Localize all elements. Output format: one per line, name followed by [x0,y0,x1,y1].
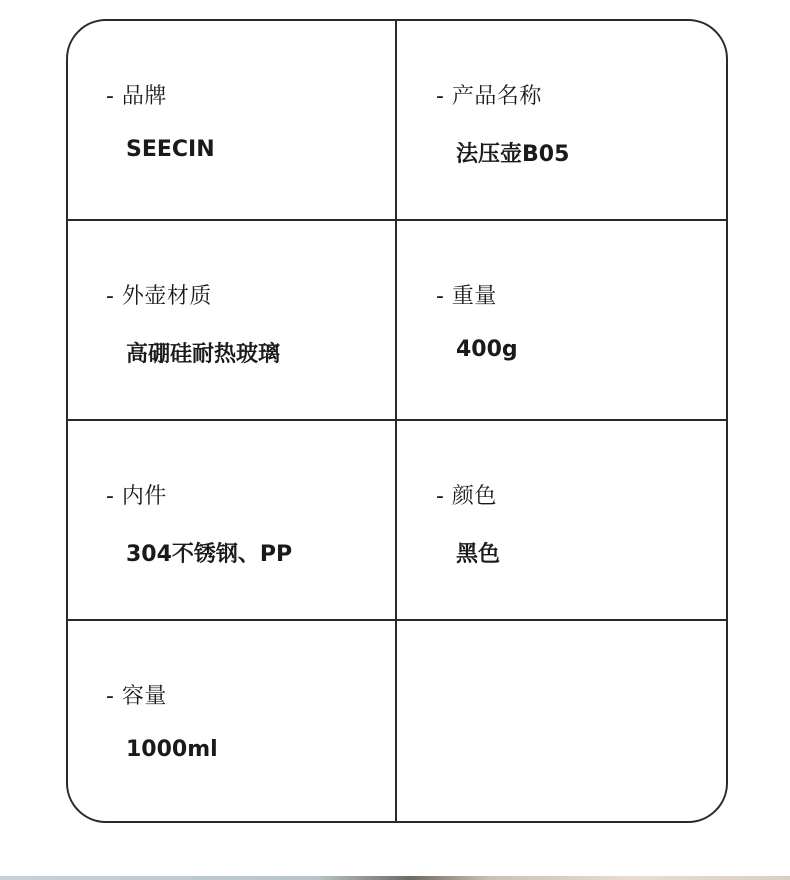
spec-value: 400g [456,337,518,362]
spec-label: - 颜色 [436,484,497,509]
spec-cell-capacity [68,621,397,821]
spec-cell-empty [397,621,726,821]
spec-value: 304不锈钢、PP [126,542,293,567]
spec-cell-weight [397,221,726,421]
spec-table [66,19,728,823]
spec-value: 高硼硅耐热玻璃 [126,342,281,367]
spec-value: 法压壶B05 [456,142,570,167]
product-photo-edge [0,876,790,880]
spec-label: - 外壶材质 [106,284,212,309]
spec-cell-color [397,421,726,621]
spec-label: - 重量 [436,284,497,309]
spec-cell-brand [68,21,397,221]
spec-value: 1000ml [126,737,218,762]
spec-label: - 容量 [106,684,167,709]
spec-label: - 品牌 [106,84,167,109]
spec-label: - 产品名称 [436,84,542,109]
spec-value: 黑色 [456,542,501,567]
spec-cell-outer-material [68,221,397,421]
spec-value: SEECIN [126,137,215,162]
spec-cell-inner-parts [68,421,397,621]
spec-cell-product-name [397,21,726,221]
spec-label: - 内件 [106,484,167,509]
